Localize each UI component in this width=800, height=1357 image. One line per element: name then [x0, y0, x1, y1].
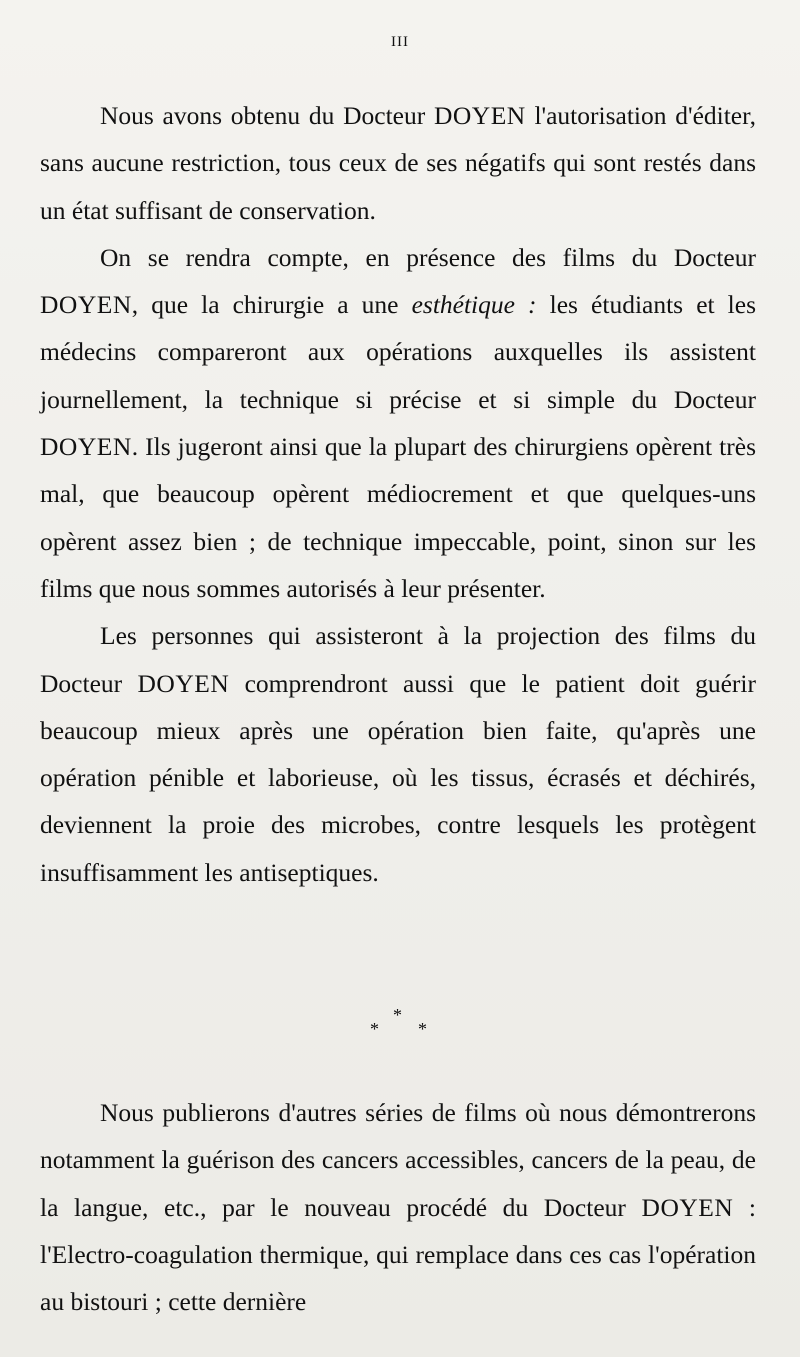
asterism-divider: [360, 1005, 440, 1045]
asterisk: *: [393, 1005, 402, 1025]
paragraph-text: les étudiants et les médecins compareront aux opérations auxquelles ils assistent journellement, la technique si précise et si simple du Docteur: [40, 290, 757, 414]
asterisk: *: [418, 1019, 427, 1039]
paragraph-text: : l'Electro-coagulation thermique, qui remplace dans ces cas l'opération au bistouri ; cette dernière: [40, 1192, 756, 1317]
page-number: III: [391, 34, 409, 50]
author-name: DOYEN: [641, 1192, 734, 1222]
paragraph-text: Nous publierons d'autres séries de films où nous démontrerons notamment la guérison des cancers accessibles, cancers de la peau, de la langue, etc., par le nouveau procédé du Docteur: [40, 1098, 756, 1222]
paragraph-text: l'autorisation d'éditer, sans aucune restriction, tous ceux de ses négatifs qui sont restés dans un état suffisant de conservation.: [40, 101, 756, 225]
paragraph-aesthetics: [40, 234, 756, 612]
author-name: DOYEN: [40, 290, 132, 320]
closing-text: [40, 1089, 756, 1325]
asterisk: *: [370, 1019, 379, 1039]
paragraph-text: Nous avons obtenu du Docteur: [100, 101, 434, 130]
author-name: DOYEN: [137, 668, 230, 698]
paragraph-text: On se rendra compte, en présence des films du Docteur: [100, 242, 756, 272]
emphasis-text: esthétique :: [411, 290, 537, 320]
paragraph-future-films: [40, 1089, 756, 1325]
paragraph-text: comprendront aussi que le patient doit guérir beaucoup mieux après une opération bien faite, qu'après une opération pénible et laborieuse, où les tissus, écrasés et déchirés, deviennent la proie des microbes, contre lesquels les protègent insuffisamment les antiseptiques.: [40, 668, 756, 887]
paragraph-authorization: [40, 92, 756, 234]
author-name: DOYEN: [433, 101, 526, 130]
paragraph-text: Les personnes qui assisteront à la projection des films du Docteur: [40, 621, 756, 698]
paragraph-projection: [40, 612, 756, 896]
body-text: [40, 92, 756, 896]
author-name: DOYEN: [40, 432, 132, 462]
paragraph-text: , que la chirurgie a une: [131, 290, 412, 320]
paragraph-text: . Ils jugeront ainsi que la plupart des chirurgiens opèrent très mal, que beaucoup opèrent médiocrement et que quelques-uns opèrent assez bien ; de technique impeccable, point, sinon sur les films que nous sommes autorisés à leur présenter.: [40, 432, 756, 603]
